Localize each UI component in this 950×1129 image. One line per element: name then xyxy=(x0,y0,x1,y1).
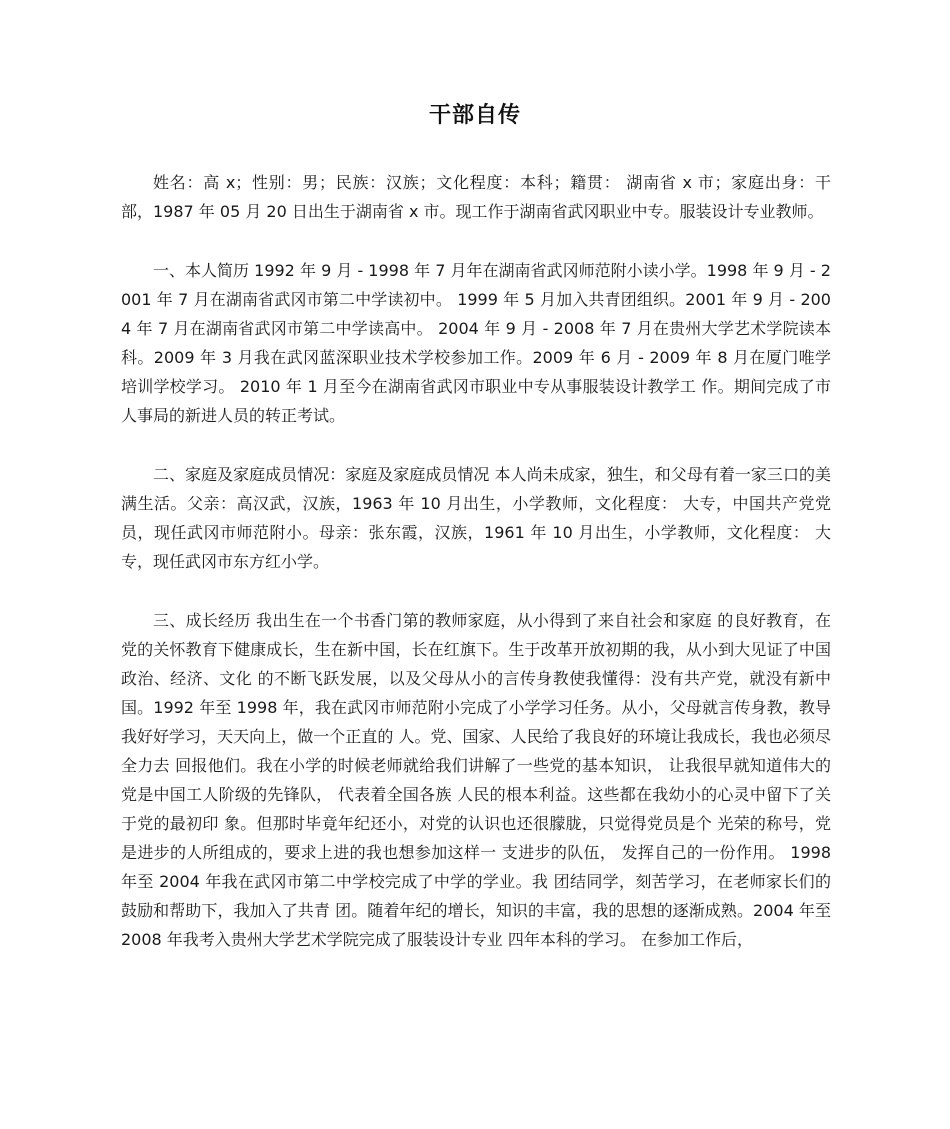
paragraph-resume: 一、本人简历 1992 年 9 月 - 1998 年 7 月年在湖南省武冈师范附小读小学。1998 年 9 月 - 2001 年 7 月在湖南省武冈市第二中学读初中。 1999 年 5 月加入共青团组织。2001 年 9 月 - 2004 年 7 月在湖南省武冈市第二中学读高中。 2004 年 9 月 - 2008 年 7 月在贵州大学艺术学院读本科。2009 年 3 月我在武冈蓝深职业技术学校参加工作。2009 年 6 月 - 2009 年 8 月在厦门唯学培训学校学习。 2010 年 1 月至今在湖南省武冈市职业中专从事服装设计教学工 作。期间完成了市人事局的新进人员的转正考试。 xyxy=(121,261,831,425)
paragraph-growth: 三、成长经历 我出生在一个书香门第的教师家庭，从小得到了来自社会和家庭 的良好教育，在党的关怀教育下健康成长，生在新中国，长在红旗下。生于改革开放初期的我，从小到大见证了中国政治、经济、文化 的不断飞跃发展，以及父母从小的言传身教使我懂得：没有共产党，就没有新中国。1992 年至 1998 年，我在武冈市师范附小完成了小学学习任务。从小，父母就言传身教，教导我好好学习，天天向上，做一个正直的 人。党、国家、人民给了我良好的环境让我成长，我也必须尽全力去 回报他们。我在小学的时候老师就给我们讲解了一些党的基本知识， 让我很早就知道伟大的党是中国工人阶级的先锋队， 代表着全国各族 人民的根本利益。这些都在我幼小的心灵中留下了关于党的最初印 象。但那时毕竟年纪还小，对党的认识也还很朦胧，只觉得党员是个 光荣的称号，党是进步的人所组成的，要求上进的我也想参加这样一 支进步的队伍， 发挥自己的一份作用。 1998 年至 2004 年我在武冈市第二中学校完成了中学的学业。我 团结同学，刻苦学习，在老师家长们的鼓励和帮助下，我加入了共青 团。随着年纪的增长，知识的丰富，我的思想的逐渐成熟。2004 年至 2008 年我考入贵州大学艺术学院完成了服装设计专业 四年本科的学习。 在参加工作后， xyxy=(121,611,831,949)
paragraph-personal-info: 姓名：高 x；性别：男；民族：汉族；文化程度：本科；籍贯： 湖南省 x 市；家庭出身：干部，1987 年 05 月 20 日出生于湖南省 x 市。现工作于湖南省武冈职业中专。服装设计专业教师。 xyxy=(121,173,831,221)
document-body xyxy=(121,168,831,984)
document-title: 干部自传 xyxy=(428,103,521,128)
paragraph-family: 二、家庭及家庭成员情况：家庭及家庭成员情况 本人尚未成家，独生，和父母有着一家三口的美满生活。父亲：高汉武，汉族，1963 年 10 月出生，小学教师，文化程度： 大专，中国共产党党员，现任武冈市师范附小。母亲：张东霞，汉族，1961 年 10 月出生，小学教师，文化程度： 大专，现任武冈市东方红小学。 xyxy=(121,465,831,571)
